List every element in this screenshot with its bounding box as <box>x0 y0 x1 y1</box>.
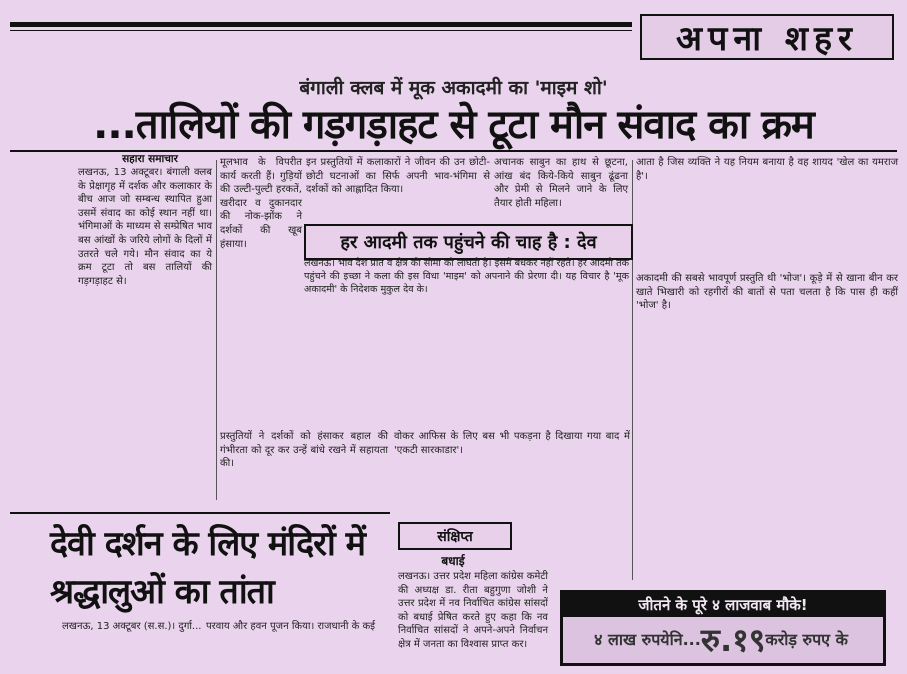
article-kicker: बंगाली क्लब में मूक अकादमी का 'माइम शो' <box>299 77 608 99</box>
header-rule-thick <box>10 22 632 27</box>
lower-column-text: प्रस्तुतियों ने दर्शकों को हंसाकर बहाल की गंभीरता को दूर कर उन्हें बांधे रखने में सहायता की। <box>220 431 388 470</box>
article-column-4: अचानक साबुन का हाथ से छूटना, आंख बंद किये-किये साबुन ढूंढना और प्रेमी से मिलने जाने के लिए तैयार होती महिला। <box>494 157 628 209</box>
column-divider <box>216 160 217 500</box>
article-column-5: आता है जिस व्यक्ति ने यह नियम बनाया है वह शायद 'खेल का यमराज है'। <box>636 157 898 182</box>
section-rule <box>10 512 390 514</box>
advertisement-offer-amount: रु.१९ <box>700 620 766 659</box>
inset-box-headline: हर आदमी तक पहुंचने की चाह है : देव <box>304 224 633 260</box>
advertisement-offer-prefix: ४ लाख रुपयेनि... <box>594 630 701 649</box>
inset-box-body: लखनऊ। भाव देश प्रांत व क्षेत्र की सीमा को लांघती है। इसमें बंधकर नहीं रहते। हर आदमी तक पहुंचने की इच्छा ने कला की इस विधा 'माइम' को अपनाने की प्रेरणा दी। यह विचार है 'मूक अकादमी' के निदेशक मुकुल देव के। <box>304 258 629 295</box>
second-article-column-1: लखनऊ, 13 अक्टूबर (स.स.)। दुर्गा... <box>62 621 202 632</box>
brief-section-label: संक्षिप्त <box>398 522 512 550</box>
second-article-column-2: परवाय और हवन पूजन किया। राजधानी के कई <box>206 621 376 632</box>
second-article-headline: देवी दर्शन के लिए मंदिरों में श्रद्धालुओं का तांता <box>50 524 365 612</box>
advertisement-box <box>560 590 886 666</box>
article-column-6: अकादमी की सबसे भावपूर्ण प्रस्तुति थी 'भोज'। कूड़े में से खाना बीन कर खाते भिखारी को रहगीरों की बातों से पता चलता है कि पास ही कहीं 'भोज' है। <box>636 273 898 312</box>
advertisement-offer-suffix: करोड़ रुपए के <box>765 630 848 649</box>
brief-body: लखनऊ। उत्तर प्रदेश महिला कांग्रेस कमेटी की अध्यक्ष डा. रीता बहुगुणा जोशी ने उत्तर प्रदेश में नव निर्वाचित कांग्रेस सांसदों को बधाई प्रेषित करते हुए कहा कि नव निर्वाचित सांसदों ने अपने-अपने निर्वाचन क्षेत्र में जनता का विश्वास प्राप्त कर। <box>398 571 548 650</box>
advertisement-banner: जीतने के पूरे ४ लाजवाब मौके! <box>563 593 883 617</box>
article-column-2: मूलभाव के विपरीत कार्य करती हैं। गुड़ियों की उल्टी-पुल्टी हरकतें, खरीदार व दुकानदार की नोक-झोंक ने दर्शकों की खूब हंसाया। <box>220 157 302 250</box>
header-rule-thin <box>10 30 632 31</box>
lower-middle-text: वोकर आफिस के लिए बस भी पकड़ना है दिखाया गया बाद में 'एकटी सारकाडार'। <box>394 431 630 456</box>
brief-title: बधाई <box>441 554 465 568</box>
article-column-1: लखनऊ, 13 अक्टूबर। बंगाली क्लब के प्रेक्षागृह में दर्शक और कलाकार के बीच आज जो सम्बन्ध स्थापित हुआ उसमें संवाद का कोई स्थान नहीं था। भंगिमाओं के माध्यम से सम्प्रेषित भाव बस आंखों के जरिये लोगों के दिलों में उतरते चले गये। मौन संवाद का ये क्रम टूटा तो बस तालियों की गड़गड़ाहट से। <box>78 167 212 287</box>
section-masthead: अपना शहर <box>640 14 894 60</box>
advertisement-offer <box>571 621 871 657</box>
column-divider <box>632 160 633 580</box>
article-byline: सहारा समाचार <box>122 153 178 165</box>
article-column-3: इन प्रस्तुतियों में कलाकारों ने जीवन की उन छोटी-छोटी घटनाओं का सिर्फ अपनी भाव-भंगिमा से दर्शकों को आह्लादित किया। <box>306 157 490 196</box>
article-headline: ...तालियों की गड़गड़ाहट से टूटा मौन संवाद का क्रम <box>93 102 814 148</box>
